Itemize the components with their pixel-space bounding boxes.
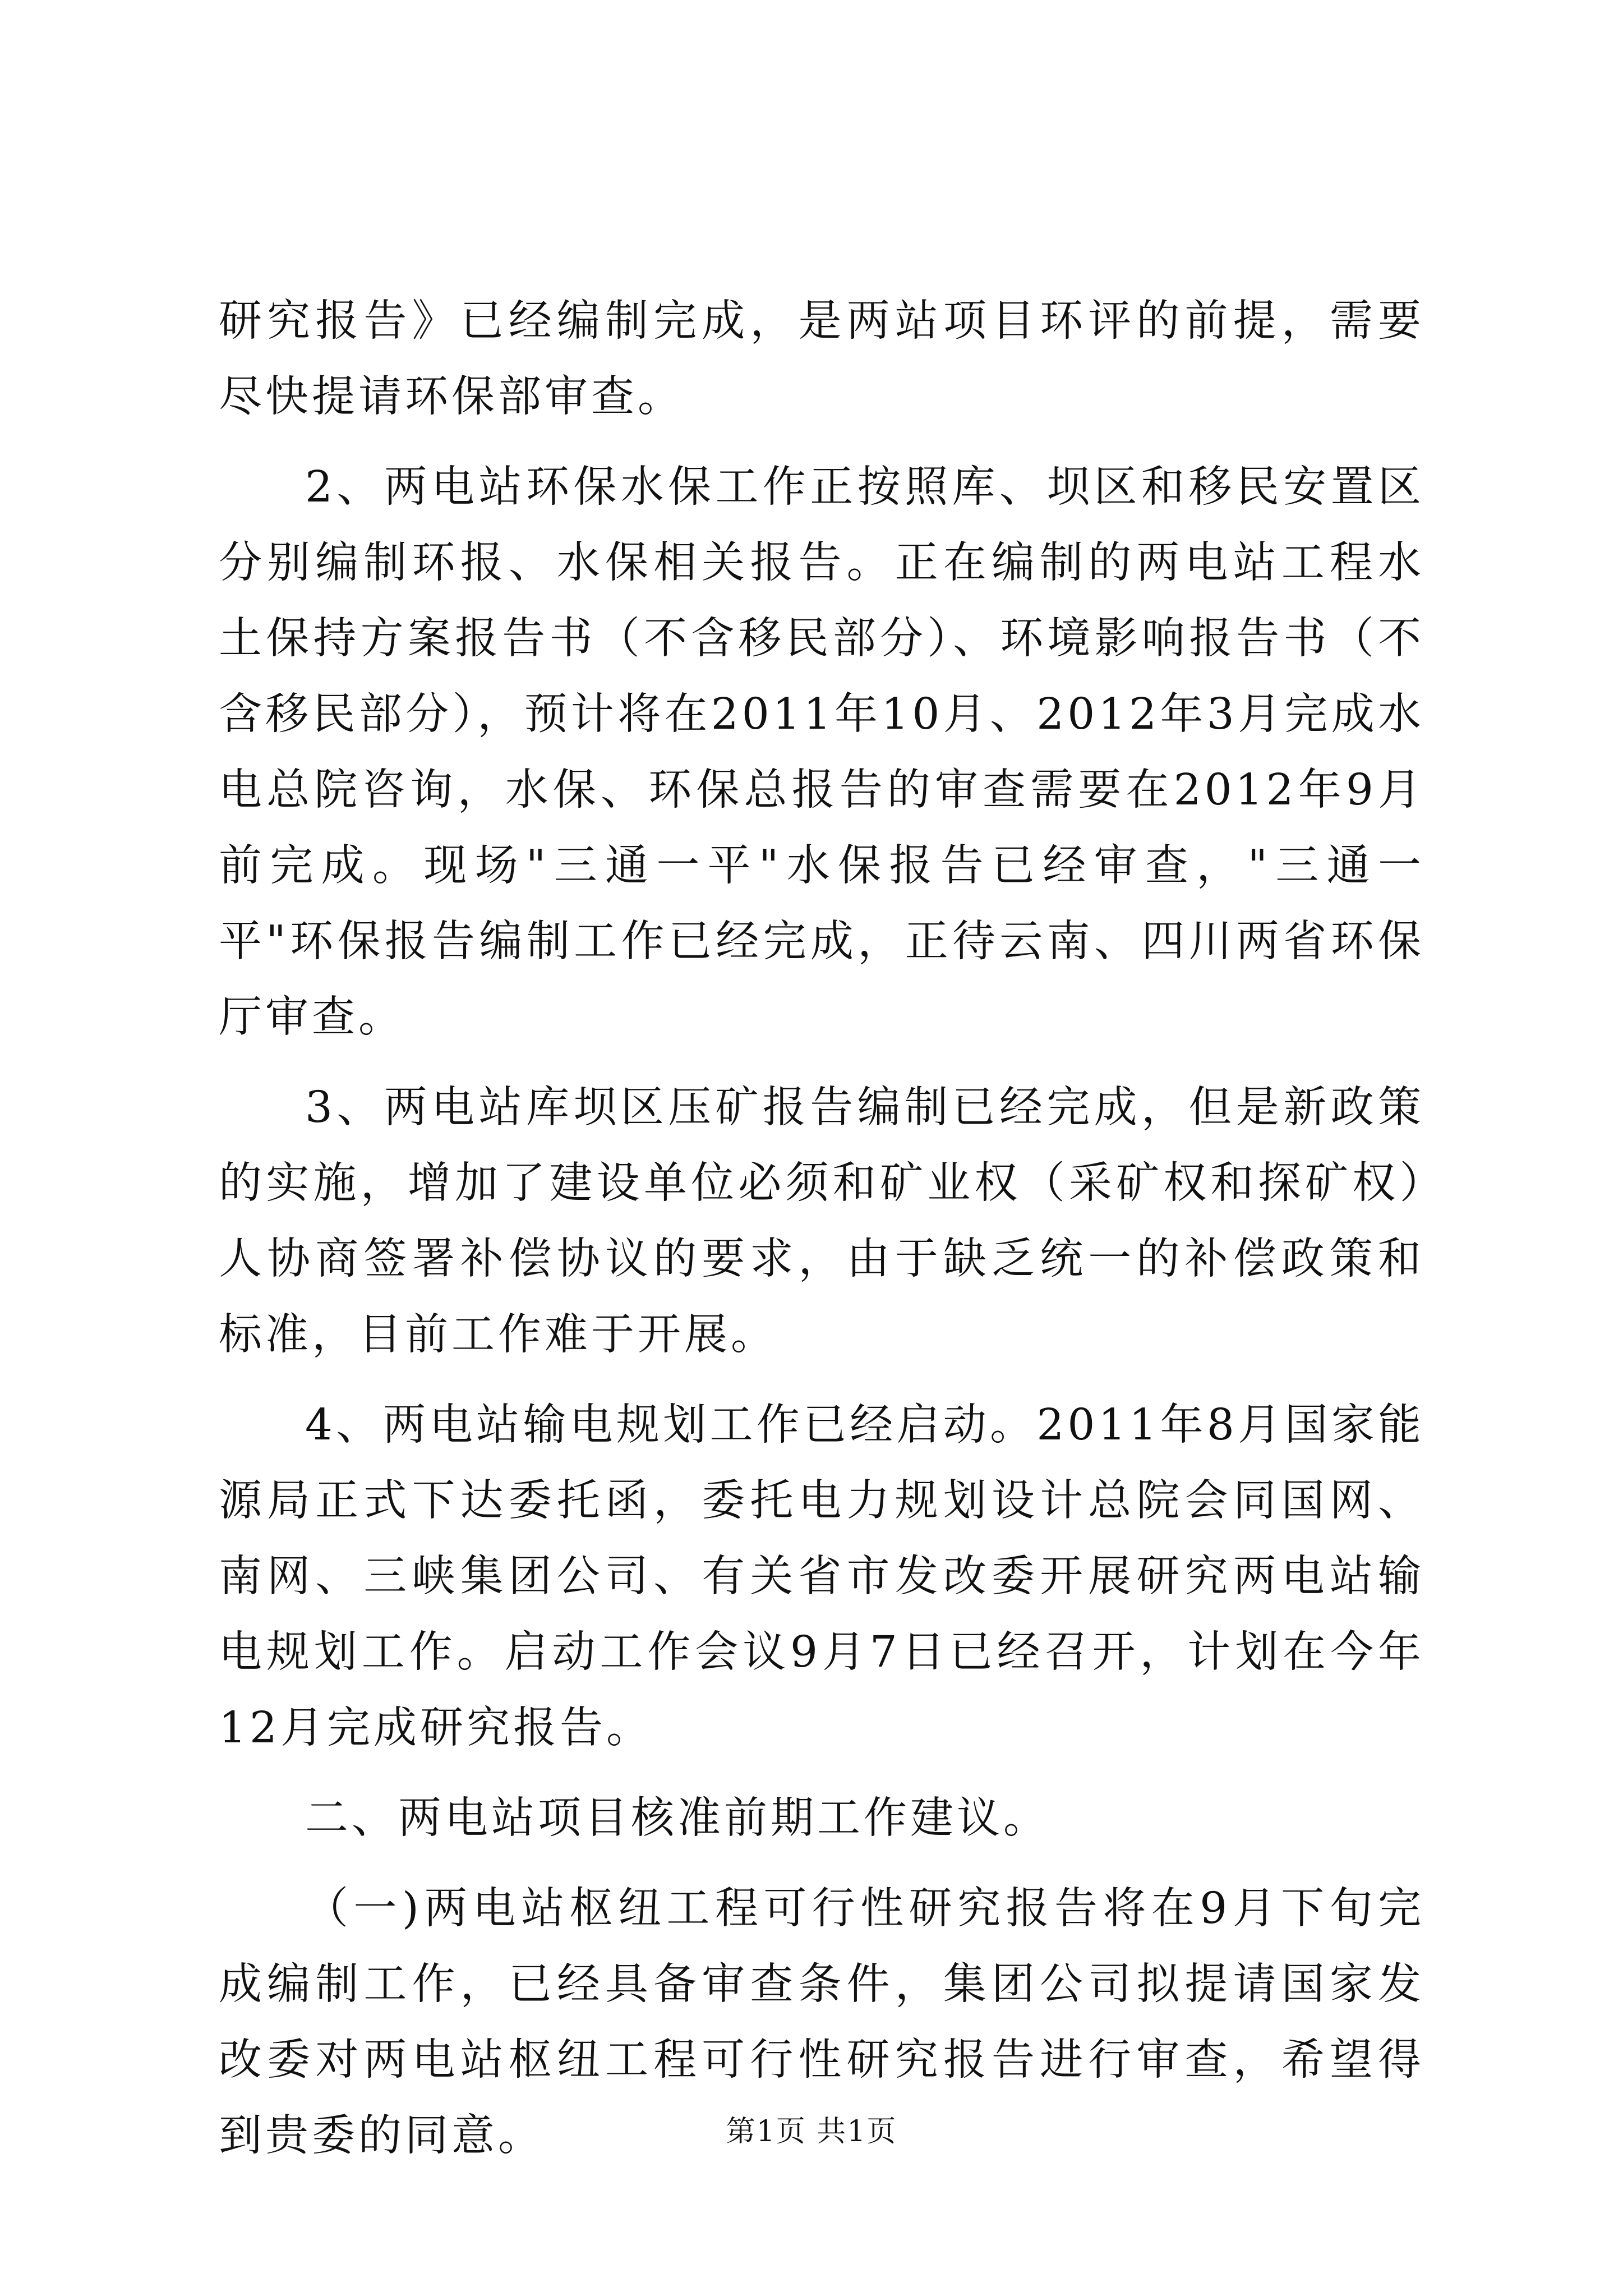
paragraph-item-4: 4、两电站输电规划工作已经启动。2011年8月国家能源局正式下达委托函，委托电力规划设计总院会同国网、南网、三峡集团公司、有关省市发改委开展研究两电站输电规划工作。启动工作会议9月7日已经召开，计划在今年12月完成研究报告。 xyxy=(219,1400,1424,1753)
document-body xyxy=(219,283,1424,2188)
paragraph-subitem-1: （一)两电站枢纽工程可行性研究报告将在9月下旬完成编制工作，已经具备审查条件，集团公司拟提请国家发改委对两电站枢纽工程可行性研究报告进行审查，希望得到贵委的同意。 xyxy=(219,1884,1424,2161)
page-footer: 第1页 共1页 xyxy=(726,2115,897,2148)
paragraph-continuation: 研究报告》已经编制完成，是两站项目环评的前提，需要尽快提请环保部审查。 xyxy=(219,296,1424,422)
paragraph-item-2: 2、两电站环保水保工作正按照库、坝区和移民安置区分别编制环报、水保相关报告。正在编制的两电站工程水土保持方案报告书（不含移民部分）、环境影响报告书（不含移民部分），预计将在2011年10月、2012年3月完成水电总院咨询，水保、环保总报告的审查需要在2012年9月前完成。现场"三通一平"水保报告已经审查，"三通一平"环保报告编制工作已经完成，正待云南、四川两省环保厅审查。 xyxy=(219,462,1424,1042)
section-heading-2: 二、两电站项目核准前期工作建议。 xyxy=(305,1793,1050,1843)
paragraph-item-3: 3、两电站库坝区压矿报告编制已经完成，但是新政策的实施，增加了建设单位必须和矿业权（采矿权和探矿权）人协商签署补偿协议的要求，由于缺乏统一的补偿政策和标准，目前工作难于开展。 xyxy=(219,1083,1424,1360)
